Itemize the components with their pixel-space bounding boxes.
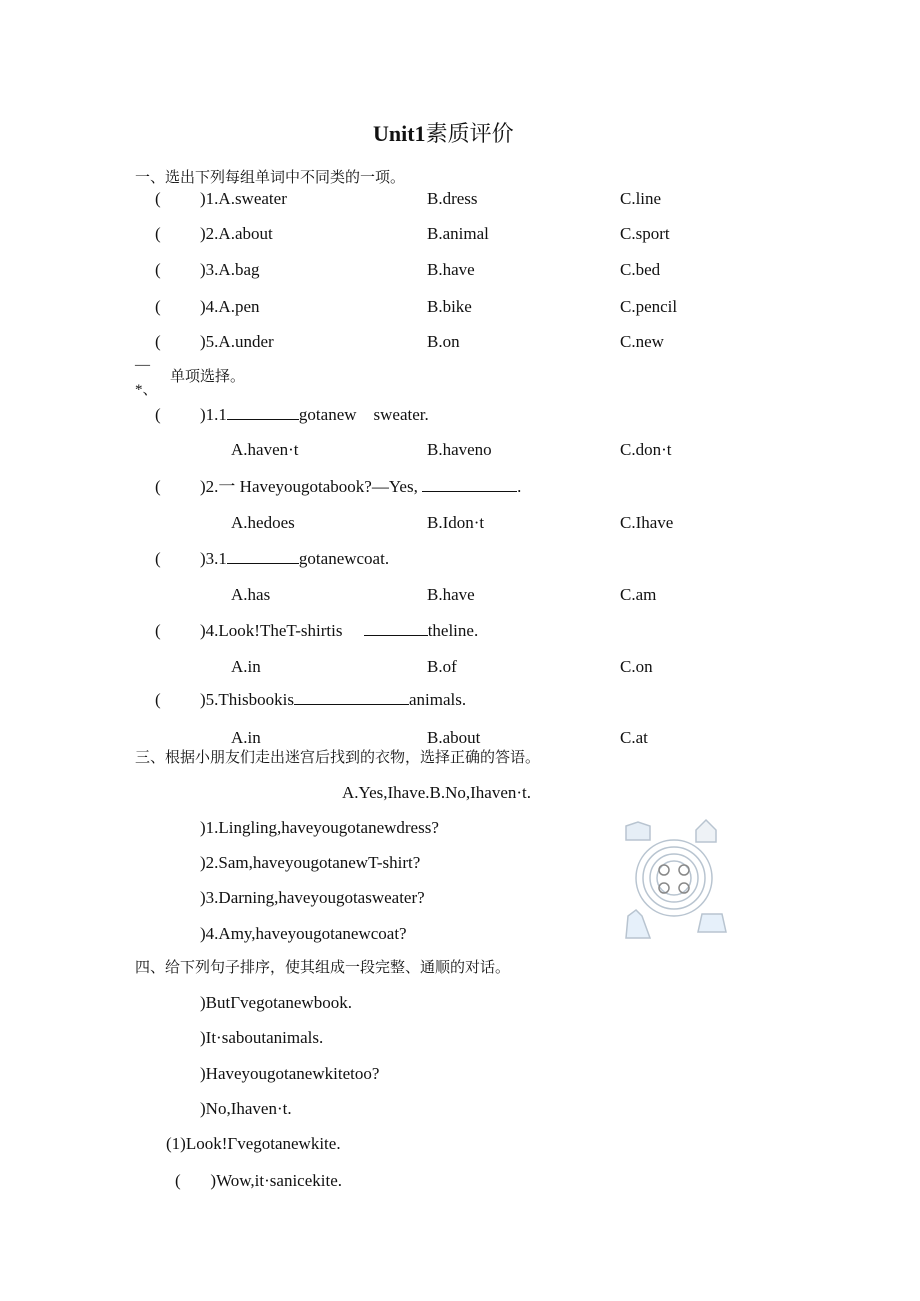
option-c: C.new — [620, 332, 664, 351]
option-c: C.Ihave — [620, 513, 674, 532]
question-stem — [200, 621, 478, 641]
dialogue-question: )1.Lingling,haveyougotanewdress? — [200, 818, 439, 837]
section-3-heading: 三、根据小朋友们走出迷宫后找到的衣物，选择正确的答语。 — [135, 750, 541, 766]
section-2-mark-2: *、 — [135, 382, 158, 398]
paren: ( — [155, 621, 161, 640]
dialogue-line: ( )Wow,it·sanicekite. — [175, 1171, 343, 1190]
dialogue-line: )Haveyougotanewkitetoo? — [200, 1064, 380, 1083]
option-a: A.haven·t — [231, 440, 299, 459]
question-stem — [200, 477, 521, 497]
question-number: )2.A.about — [200, 224, 273, 243]
answer-blank[interactable] — [294, 690, 409, 705]
question-stem — [200, 690, 466, 710]
section-4-heading: 四、给下列句子排序，使其组成一段完整、通顺的对话。 — [135, 960, 511, 976]
paren: ( — [155, 690, 161, 709]
option-c: C.am — [620, 585, 657, 604]
dialogue-line: )It·saboutanimals. — [200, 1028, 324, 1047]
option-a: A.in — [231, 657, 261, 676]
stem-pre: )1.1 — [200, 405, 227, 424]
question-number: )1.A.sweater — [200, 189, 287, 208]
answer-blank[interactable] — [227, 405, 299, 420]
stem-pre: )2.一 Haveyougotabook?—Yes, — [200, 477, 423, 496]
option-c: C.at — [620, 728, 648, 747]
paren: ( — [155, 549, 161, 568]
option-b: B.Idon·t — [427, 513, 485, 532]
option-b: B.animal — [427, 224, 489, 243]
dialogue-question: )3.Darning,haveyougotasweater? — [200, 888, 425, 907]
stem-post: . — [517, 477, 522, 496]
stem-pre: )3.1 — [200, 549, 227, 568]
option-a: A.in — [231, 728, 261, 747]
dialogue-line: )No,Ihaven·t. — [200, 1099, 292, 1118]
stem-pre: )4.Look!TheT-shirtis — [200, 621, 364, 640]
stem-post: gotanew sweater. — [298, 405, 429, 424]
option-c: C.bed — [620, 260, 661, 279]
answer-blank[interactable] — [227, 549, 299, 564]
option-c: C.pencil — [620, 297, 678, 316]
paren: ( — [155, 297, 161, 316]
question-stem — [200, 405, 429, 425]
section-2-heading: 单项选择。 — [170, 369, 246, 385]
paren: ( — [155, 260, 161, 279]
option-b: B.on — [427, 332, 460, 351]
section-1-heading: 一、选出下列每组单词中不同类的一项。 — [135, 170, 406, 186]
paren: ( — [155, 332, 161, 351]
question-stem — [200, 549, 389, 569]
answer-blank[interactable] — [422, 477, 517, 492]
option-b: B.dress — [427, 189, 478, 208]
stem-pre: )5.Thisbookis — [200, 690, 294, 709]
answer-blank[interactable] — [364, 621, 428, 636]
page-title: Unit1素质评价 — [373, 121, 514, 146]
dialogue-question: )4.Amy,haveyougotanewcoat? — [200, 924, 407, 943]
option-c: C.don·t — [620, 440, 672, 459]
option-c: C.on — [620, 657, 653, 676]
paren: ( — [155, 224, 161, 243]
option-a: A.has — [231, 585, 271, 604]
dialogue-question: )2.Sam,haveyougotanewT-shirt? — [200, 853, 421, 872]
stem-post: theline. — [427, 621, 479, 640]
option-b: B.about — [427, 728, 481, 747]
paren: ( — [155, 189, 161, 208]
option-b: B.bike — [427, 297, 472, 316]
question-number: )5.A.under — [200, 332, 274, 351]
option-b: B.have — [427, 260, 475, 279]
question-number: )4.A.pen — [200, 297, 260, 316]
question-number: )3.A.bag — [200, 260, 260, 279]
paren: ( — [155, 477, 161, 496]
stem-post: animals. — [408, 690, 467, 709]
option-c: C.line — [620, 189, 662, 208]
dialogue-line: )ButΓvegotanewbook. — [200, 993, 352, 1012]
stem-post: gotanewcoat. — [298, 549, 390, 568]
section-2-mark: — — [135, 357, 150, 373]
option-b: B.haveno — [427, 440, 492, 459]
paren: ( — [155, 405, 161, 424]
option-a: A.hedoes — [231, 513, 295, 532]
answer-options: A.Yes,Ihave.B.No,Ihaven·t. — [342, 783, 532, 802]
dialogue-line: (1)Look!Γvegotanewkite. — [166, 1134, 341, 1153]
maze-illustration — [618, 816, 730, 946]
option-b: B.have — [427, 585, 475, 604]
option-c: C.sport — [620, 224, 670, 243]
option-b: B.of — [427, 657, 457, 676]
